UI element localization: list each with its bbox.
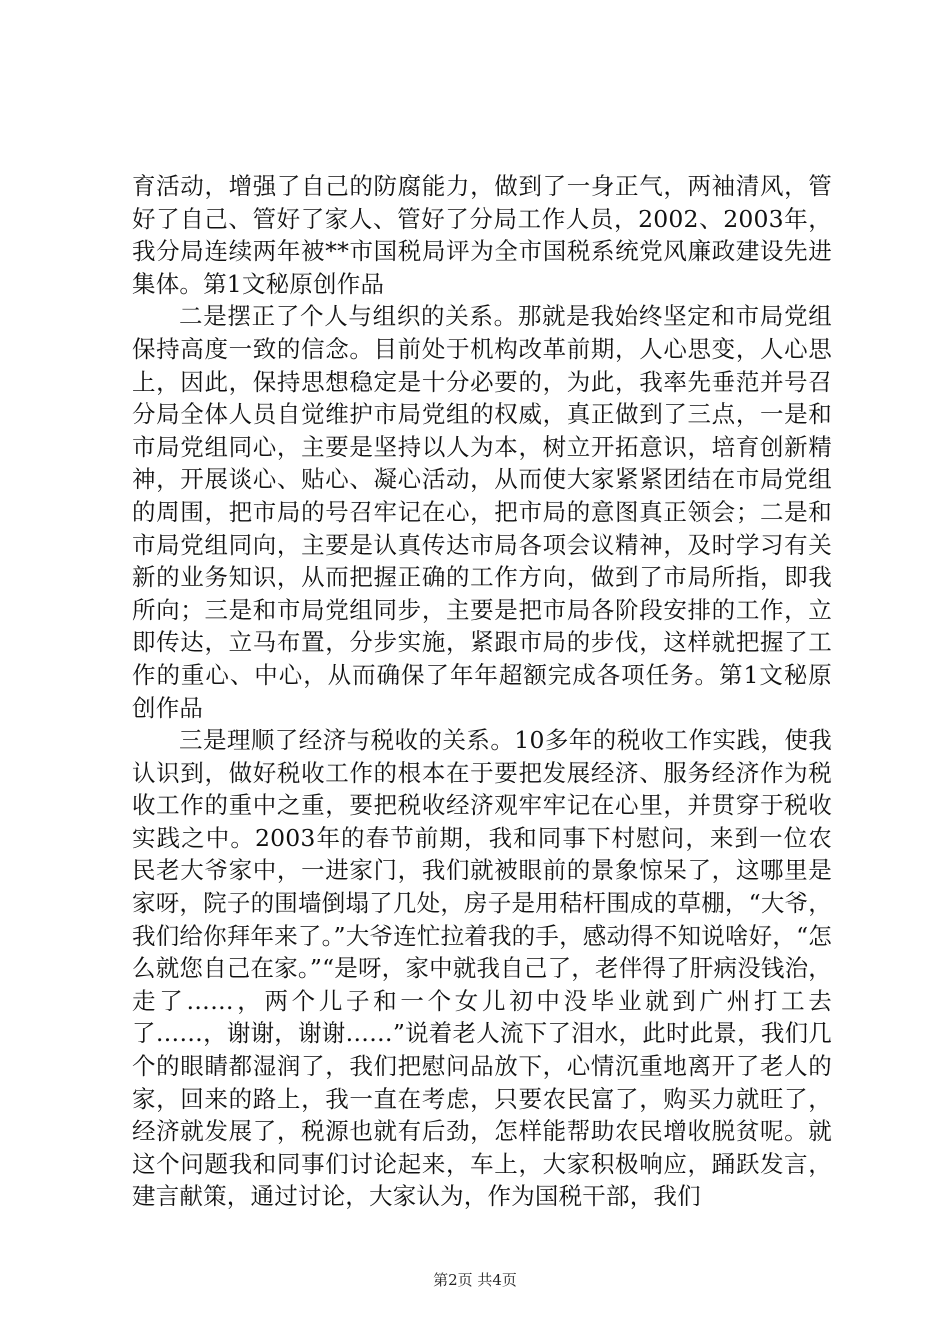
page-number: 第2页 共4页 bbox=[433, 1271, 517, 1289]
page-footer bbox=[0, 1271, 950, 1289]
document-body bbox=[132, 170, 832, 1213]
paragraph-continuation: 育活动，增强了自己的防腐能力，做到了一身正气，两袖清风，管好了自己、管好了家人、管好了分局工作人员，2002、2003年，我分局连续两年被**市国税局评为全市国税系统党风廉政建设先进集体。第1文秘原创作品 bbox=[132, 172, 832, 298]
paragraph-third-point: 三是理顺了经济与税收的关系。10多年的税收工作实践，使我认识到，做好税收工作的根本在于要把发展经济、服务经济作为税收工作的重中之重，要把税收经济观牢牢记在心里，并贯穿于税收实践之中。2003年的春节前期，我和同事下村慰问，来到一位农民老大爷家中，一进家门，我们就被眼前的景象惊呆了，这哪里是家呀，院子的围墙倒塌了几处，房子是用秸杆围成的草棚，“大爷，我们给你拜年来了。”大爷连忙拉着我的手，感动得不知说啥好，“怎么就您自己在家。”“是呀，家中就我自己了，老伴得了肝病没钱治，走了……，两个儿子和一个女儿初中没毕业就到广州打工去了……，谢谢，谢谢……”说着老人流下了泪水，此时此景，我们几个的眼睛都湿润了，我们把慰问品放下，心情沉重地离开了老人的家，回来的路上，我一直在考虑，只要农民富了，购买力就旺了，经济就发展了，税源也就有后劲，怎样能帮助农民增收脱贫呢。就这个问题我和同事们讨论起来，车上，大家积极响应，踊跃发言，建言献策，通过讨论，大家认为，作为国税干部，我们 bbox=[132, 726, 832, 1211]
paragraph-second-point: 二是摆正了个人与组织的关系。那就是我始终坚定和市局党组保持高度一致的信念。目前处于机构改革前期，人心思变，人心思上，因此，保持思想稳定是十分必要的，为此，我率先垂范并号召分局全体人员自觉维护市局党组的权威，真正做到了三点，一是和市局党组同心，主要是坚持以人为本，树立开拓意识，培育创新精神，开展谈心、贴心、凝心活动，从而使大家紧紧团结在市局党组的周围，把市局的号召牢记在心，把市局的意图真正领会；二是和市局党组同向，主要是认真传达市局各项会议精神，及时学习有关新的业务知识，从而把握正确的工作方向，做到了市局所指，即我所向；三是和市局党组同步，主要是把市局各阶段安排的工作，立即传达，立马布置，分步实施，紧跟市局的步伐，这样就把握了工作的重心、中心，从而确保了年年超额完成各项任务。第1文秘原创作品 bbox=[132, 302, 832, 722]
